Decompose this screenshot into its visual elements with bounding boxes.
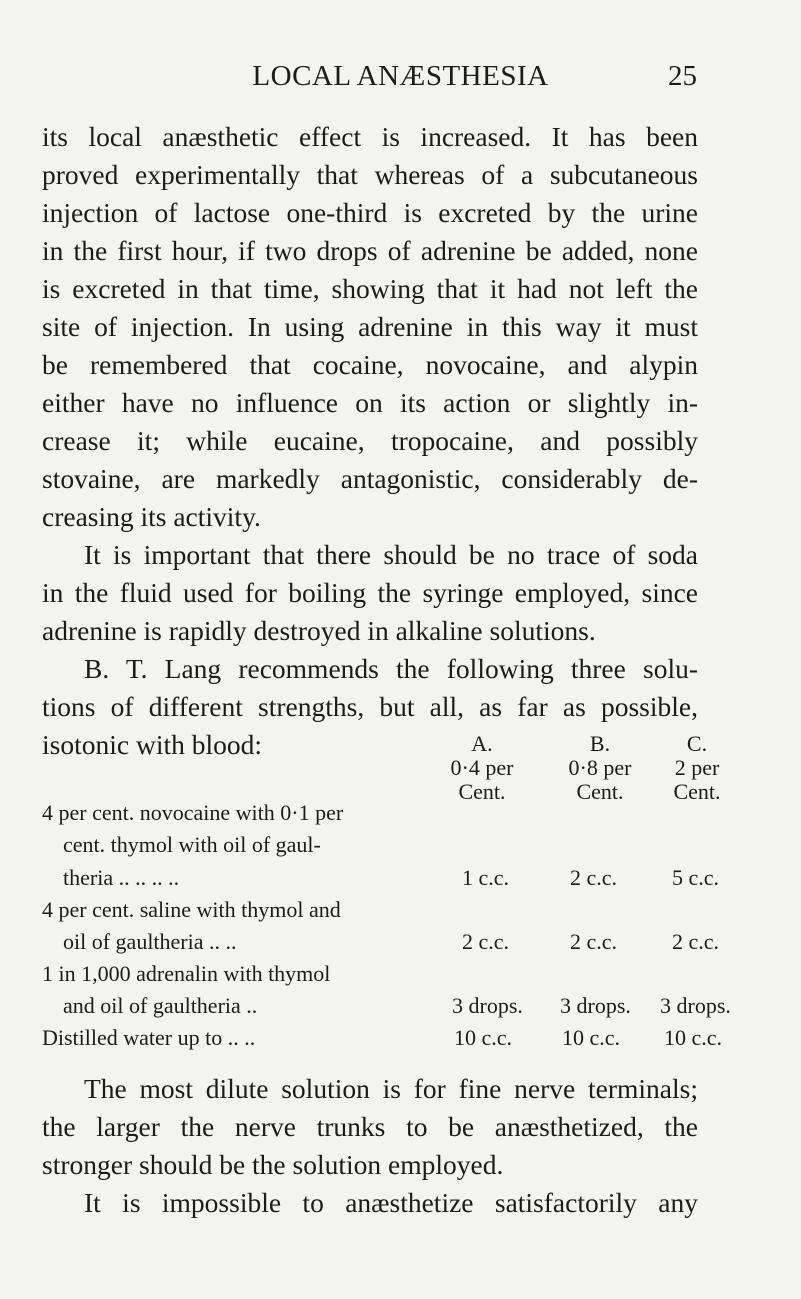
text-line: stronger should be the solution employed. (42, 1149, 504, 1180)
text-line: site of injection. In using adrenine in this way it must (42, 311, 698, 342)
column-letter: B. (589, 731, 611, 756)
row-label-adrenalin: 1 in 1,000 adrenalin with thymol (42, 961, 331, 986)
table-cell: 5 c.c. (672, 865, 720, 890)
column-strength: 0·4 per (450, 755, 514, 780)
text-line: creasing its activity. (42, 501, 261, 532)
table-cell: 3 drops. (660, 993, 731, 1018)
table-cell: 3 drops. (452, 993, 523, 1018)
text-line: It is impossible to anæsthetize satisfactorily any (84, 1187, 698, 1218)
text-line: be remembered that cocaine, novocaine, and alypin (42, 349, 698, 380)
text-line: is excreted in that time, showing that it had not left the (42, 273, 698, 304)
text-line: proved experimentally that whereas of a subcutaneous (42, 159, 698, 190)
row-label-saline-cont: oil of gaultheria .. .. (63, 929, 237, 954)
row-label-adrenalin-cont: and oil of gaultheria .. (63, 993, 258, 1018)
table-cell: 2 c.c. (672, 929, 720, 954)
table-cell: 10 c.c. (562, 1025, 621, 1050)
table-cell: 2 c.c. (462, 929, 510, 954)
text-line: It is important that there should be no trace of soda (84, 539, 698, 570)
text-line: adrenine is rapidly destroyed in alkaline solutions. (42, 615, 596, 646)
column-letter: C. (686, 731, 708, 756)
column-unit: Cent. (673, 779, 721, 804)
table-cell: 2 c.c. (570, 865, 618, 890)
text-line: in the fluid used for boiling the syringe employed, since (42, 577, 698, 608)
column-strength: 0·8 per (568, 755, 632, 780)
column-header-c (652, 732, 742, 804)
table-cell: 2 c.c. (570, 929, 618, 954)
text-line: in the first hour, if two drops of adrenine be added, none (42, 235, 698, 266)
text-line: The most dilute solution is for fine nerve terminals; (84, 1073, 698, 1104)
text-line: injection of lactose one-third is excreted by the urine (42, 197, 698, 228)
text-line: either have no influence on its action or slightly in- (42, 387, 698, 418)
column-header-a (432, 732, 532, 804)
table-cell: 10 c.c. (664, 1025, 723, 1050)
closing-text (42, 1070, 698, 1222)
text-line: crease it; while eucaine, tropocaine, and possibly (42, 425, 698, 456)
text-line: isotonic with blood: (42, 729, 262, 760)
page-number: 25 (668, 60, 697, 92)
text-line: the larger the nerve trunks to be anæsthetized, the (42, 1111, 698, 1142)
body-text (42, 118, 698, 764)
running-head: LOCAL ANÆSTHESIA (252, 60, 549, 92)
text-line: its local anæsthetic effect is increased. It has been (42, 121, 698, 152)
column-unit: Cent. (458, 779, 506, 804)
row-label-saline: 4 per cent. saline with thymol and (42, 897, 341, 922)
row-label-distilled-water: Distilled water up to .. .. (42, 1025, 256, 1050)
column-strength: 2 per (674, 755, 720, 780)
text-line: B. T. Lang recommends the following three solu- (84, 653, 698, 684)
table-cell: 3 drops. (560, 993, 631, 1018)
column-unit: Cent. (576, 779, 624, 804)
column-header-b (550, 732, 650, 804)
column-letter: A. (471, 731, 493, 756)
text-line: tions of different strengths, but all, as far as possible, (42, 691, 698, 722)
row-label-novocaine: 4 per cent. novocaine with 0·1 per (42, 800, 344, 825)
page-header (0, 60, 801, 100)
table-cell: 1 c.c. (462, 865, 510, 890)
row-label-novocaine-end: theria .. .. .. .. (63, 865, 180, 890)
row-label-novocaine-cont: cent. thymol with oil of gaul- (63, 832, 321, 857)
solutions-table (42, 731, 731, 1062)
text-line: stovaine, are markedly antagonistic, considerably de- (42, 463, 698, 494)
table-cell: 10 c.c. (454, 1025, 513, 1050)
